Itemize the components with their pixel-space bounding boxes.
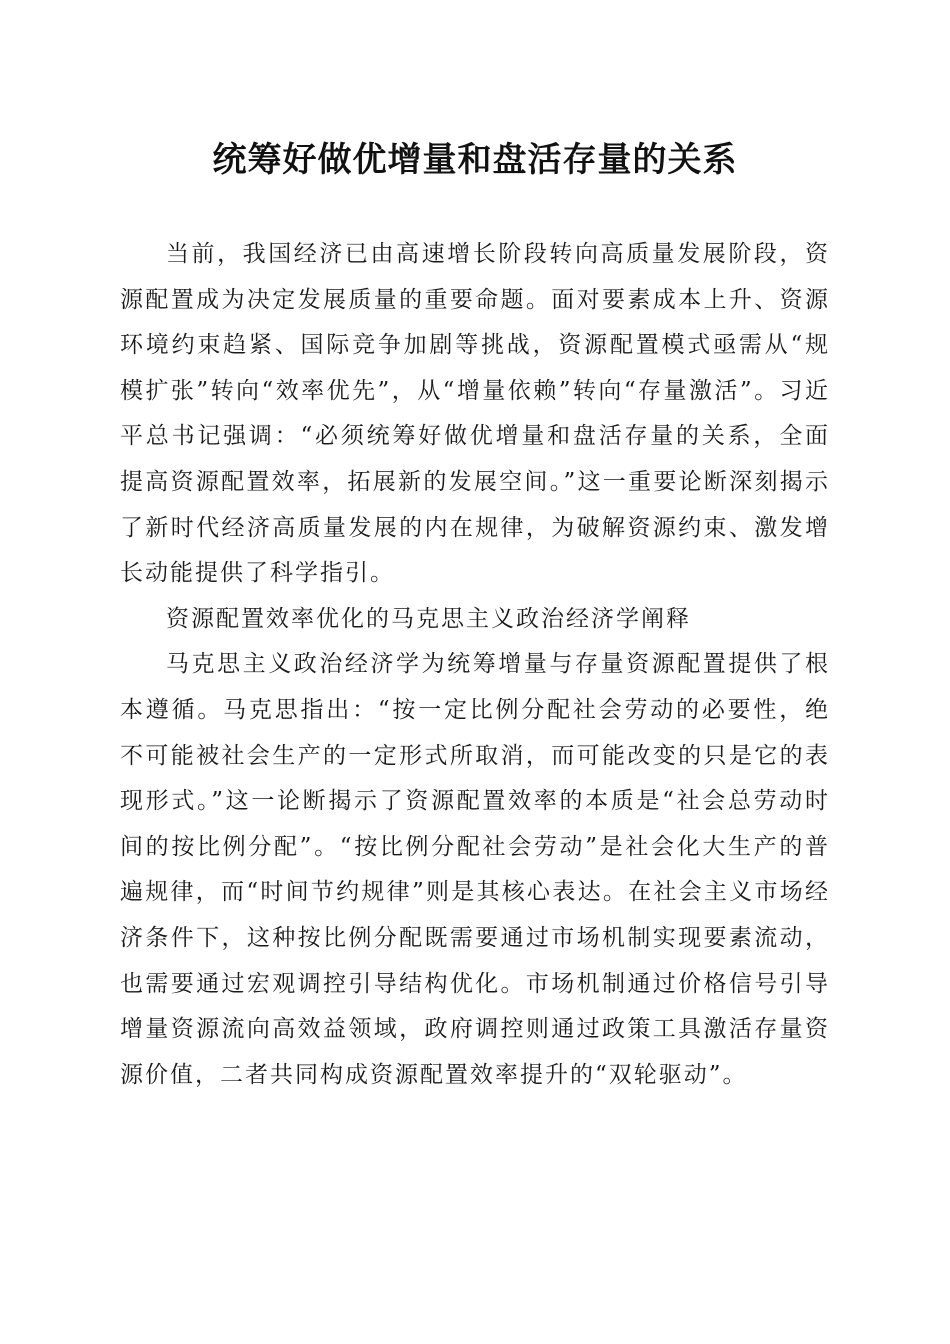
section-paragraph: 马克思主义政治经济学为统筹增量与存量资源配置提供了根本遵循。马克思指出：“按一定比例分配社会劳动的必要性，绝不可能被社会生产的一定形式所取消，而可能改变的只是它的表现形式。”这一论断揭示了资源配置效率的本质是“社会总劳动时间的按比例分配”。“按比例分配社会劳动”是社会化大生产的普遍规律，而“时间节约规律”则是其核心表达。在社会主义市场经济条件下，这种按比例分配既需要通过市场机制实现要素流动，也需要通过宏观调控引导结构优化。市场机制通过价格信号引导增量资源流向高效益领域，政府调控则通过政策工具激活存量资源价值，二者共同构成资源配置效率提升的“双轮驱动”。 xyxy=(120,651,830,1088)
document-title: 统筹好做优增量和盘活存量的关系 xyxy=(212,140,738,180)
section-heading: 资源配置效率优化的马克思主义政治经济学阐释 xyxy=(166,605,691,632)
intro-paragraph: 当前，我国经济已由高速增长阶段转向高质量发展阶段，资源配置成为决定发展质量的重要命题。面对要素成本上升、资源环境约束趋紧、国际竞争加剧等挑战，资源配置模式亟需从“规模扩张”转向“效率优先”，从“增量依赖”转向“存量激活”。习近平总书记强调：“必须统筹好做优增量和盘活存量的关系，全面提高资源配置效率，拓展新的发展空间。”这一重要论断深刻揭示了新时代经济高质量发展的内在规律，为破解资源约束、激发增长动能提供了科学指引。 xyxy=(120,241,830,587)
document-body xyxy=(120,232,830,1098)
